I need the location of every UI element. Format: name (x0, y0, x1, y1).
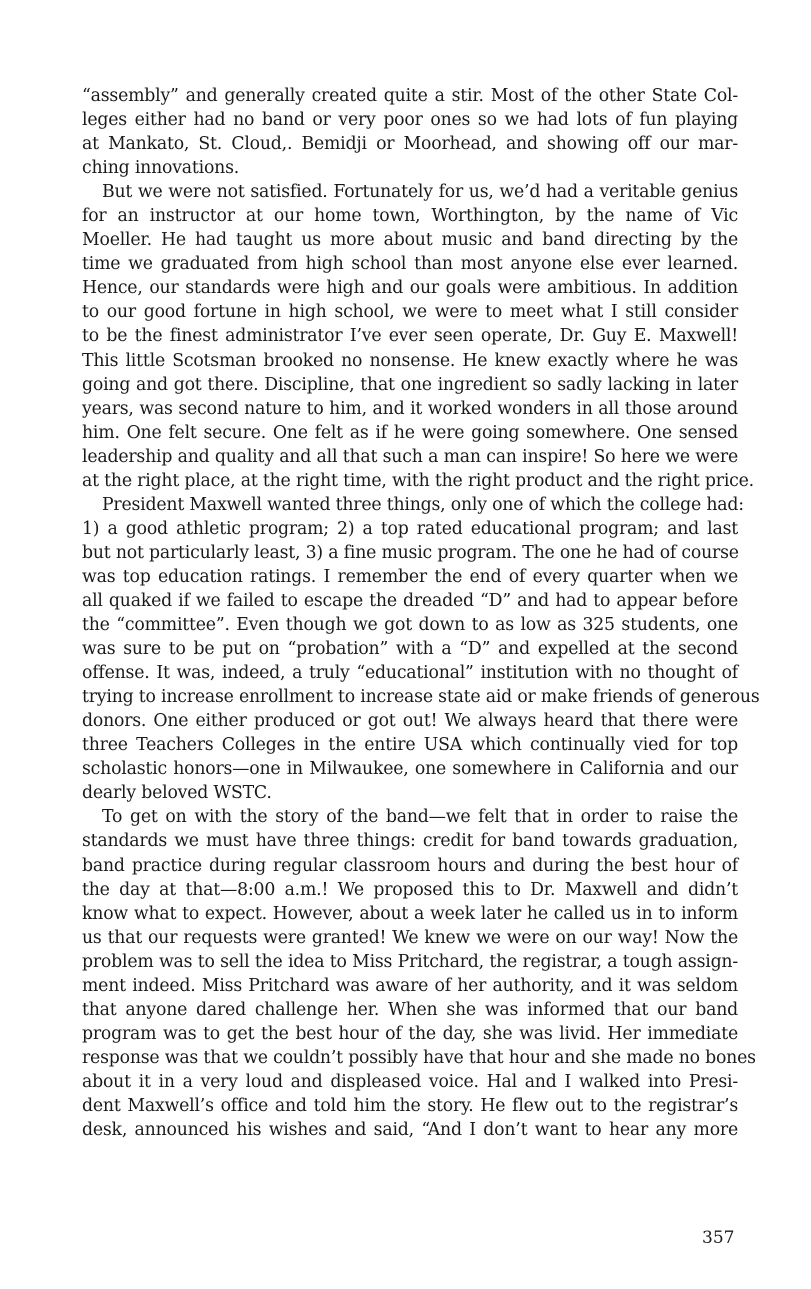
text-line: 1) a good athletic program; 2) a top rated educational program; and last (82, 518, 738, 539)
text-line: offense. It was, indeed, a truly “educational” institution with no thought of (82, 663, 738, 684)
text-line: response was that we couldn’t possibly have that hour and she made no bones (82, 1047, 756, 1068)
text-line: President Maxwell wanted three things, only one of which the college had: (102, 494, 744, 515)
page-body (82, 84, 760, 1142)
text-line: but not particularly least, 3) a fine music program. The one he had of course (82, 542, 739, 563)
text-line: to our good fortune in high school, we were to meet what I still consider (82, 302, 738, 323)
text-line: years, was second nature to him, and it worked wonders in all those around (82, 398, 738, 419)
text-line: desk, announced his wishes and said, “And I don’t want to hear any more (82, 1120, 738, 1141)
text-line: ching innovations. (82, 158, 240, 179)
text-line: the “committee”. Even though we got down to as low as 325 students, one (82, 615, 738, 636)
text-line: the day at that—8:00 a.m.! We proposed this to Dr. Maxwell and didn’t (82, 879, 738, 900)
text-line: that anyone dared challenge her. When she was informed that our band (82, 999, 738, 1020)
text-line: us that our requests were granted! We knew we were on our way! Now the (82, 927, 738, 948)
page-number: 357 (702, 1228, 735, 1248)
text-line: program was to get the best hour of the day, she was livid. Her immediate (82, 1023, 738, 1044)
text-line: dearly beloved WSTC. (82, 783, 272, 804)
text-line: about it in a very loud and displeased voice. Hal and I walked into Presi- (82, 1071, 738, 1092)
text-line: donors. One either produced or got out! We always heard that there were (82, 711, 738, 732)
text-line: leges either had no band or very poor ones so we had lots of fun playing (82, 110, 738, 131)
text-line: at Mankato, St. Cloud,. Bemidji or Moorhead, and showing off our mar- (82, 134, 738, 155)
text-line: band practice during regular classroom hours and during the best hour of (82, 855, 738, 876)
text-line: at the right place, at the right time, with the right product and the right price. (82, 470, 754, 491)
text-line: to be the finest administrator I’ve ever seen operate, Dr. Guy E. Maxwell! (82, 326, 738, 347)
text-line: him. One felt secure. One felt as if he were going somewhere. One sensed (82, 422, 738, 443)
text-line: dent Maxwell’s office and told him the story. He flew out to the registrar’s (82, 1095, 738, 1116)
text-line: Moeller. He had taught us more about music and band directing by the (82, 230, 738, 251)
text-line: But we were not satisfied. Fortunately for us, we’d had a veritable genius (102, 182, 738, 203)
text-line: To get on with the story of the band—we felt that in order to raise the (102, 807, 738, 828)
text-line: trying to increase enrollment to increase state aid or make friends of generous (82, 687, 760, 708)
text-line: three Teachers Colleges in the entire USA which continually vied for top (82, 735, 738, 756)
text-line: Hence, our standards were high and our goals were ambitious. In addition (82, 278, 738, 299)
text-line: going and got there. Discipline, that one ingredient so sadly lacking in later (82, 374, 738, 395)
text-line: know what to expect. However, about a week later he called us in to inform (82, 903, 738, 924)
text-line: time we graduated from high school than most anyone else ever learned. (82, 254, 738, 275)
text-line: problem was to sell the idea to Miss Pritchard, the registrar, a tough assign- (82, 951, 738, 972)
text-line: scholastic honors—one in Milwaukee, one somewhere in California and our (82, 759, 738, 780)
text-line: all quaked if we failed to escape the dreaded “D” and had to appear before (82, 590, 738, 611)
text-line: was top education ratings. I remember the end of every quarter when we (82, 566, 738, 587)
text-line: ment indeed. Miss Pritchard was aware of her authority, and it was seldom (82, 975, 738, 996)
text-line: for an instructor at our home town, Worthington, by the name of Vic (82, 206, 738, 227)
text-line: was sure to be put on “probation” with a “D” and expelled at the second (82, 639, 738, 660)
text-line: This little Scotsman brooked no nonsense. He knew exactly where he was (82, 350, 738, 371)
body-text (82, 84, 760, 1142)
text-line: leadership and quality and all that such a man can inspire! So here we were (82, 446, 738, 467)
text-line: “assembly” and generally created quite a stir. Most of the other State Col- (82, 86, 738, 106)
text-line: standards we must have three things: credit for band towards graduation, (82, 831, 738, 852)
